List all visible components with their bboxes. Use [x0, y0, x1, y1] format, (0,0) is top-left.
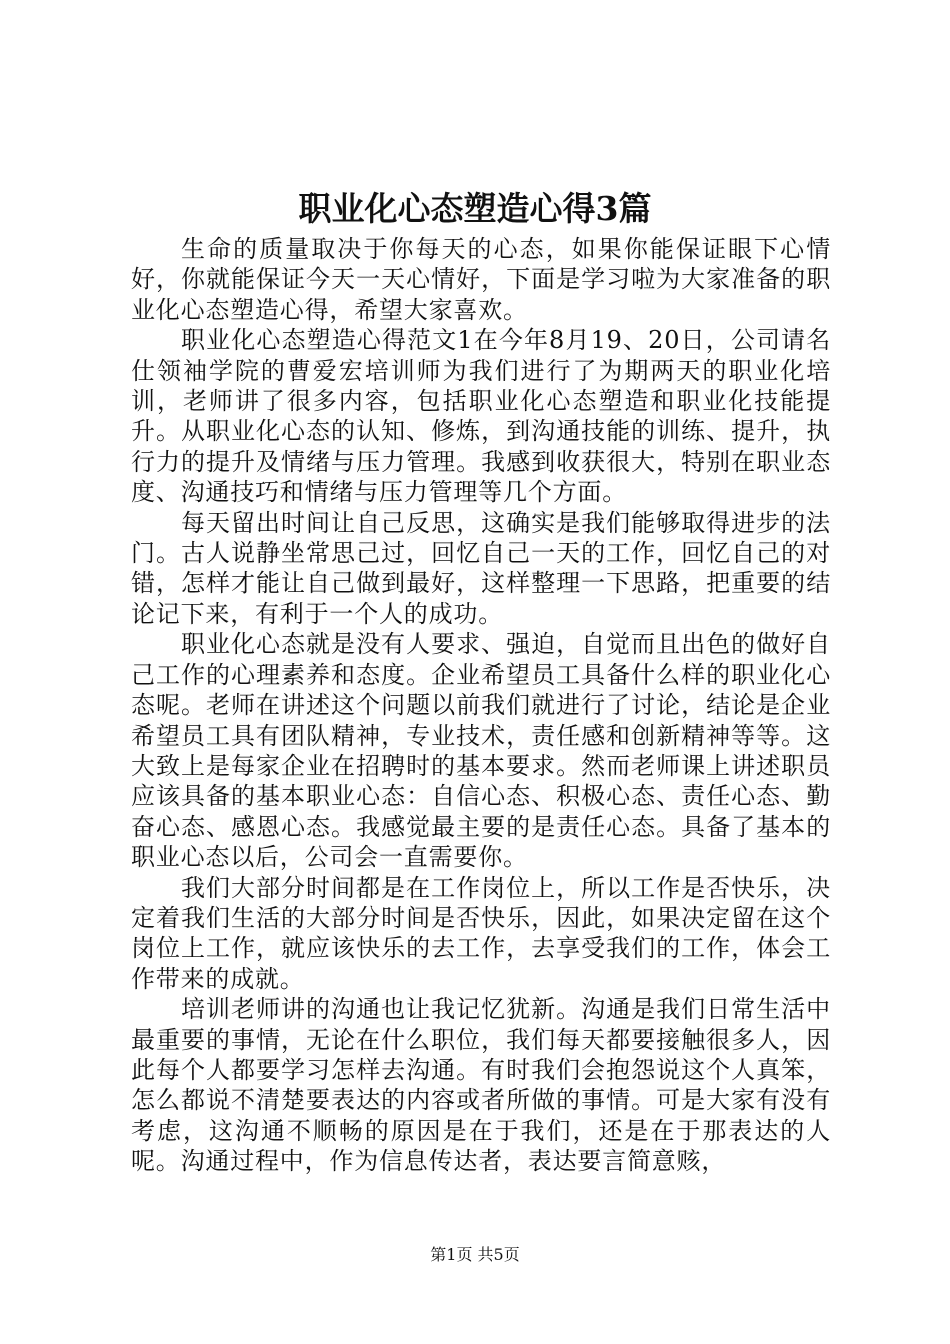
- document-body: [131, 234, 831, 1177]
- paragraph-6: 培训老师讲的沟通也让我记忆犹新。沟通是我们日常生活中最重要的事情，无论在什么职位，我们每天都要接触很多人，因此每个人都要学习怎样去沟通。有时我们会抱怨说这个人真笨，怎么都说不清楚要表达的内容或者所做的事情。可是大家有没有考虑，这沟通不顺畅的原因是在于我们，还是在于那表达的人呢。沟通过程中，作为信息传达者，表达要言简意赅，: [131, 995, 831, 1176]
- paragraph-4: 职业化心态就是没有人要求、强迫，自觉而且出色的做好自己工作的心理素养和态度。企业希望员工具备什么样的职业化心态呢。老师在讲述这个问题以前我们就进行了讨论，结论是企业希望员工具有团队精神，专业技术，责任感和创新精神等等。这大致上是每家企业在招聘时的基本要求。然而老师课上讲述职员应该具备的基本职业心态：自信心态、积极心态、责任心态、勤奋心态、感恩心态。我感觉最主要的是责任心态。具备了基本的职业心态以后，公司会一直需要你。: [131, 630, 831, 872]
- paragraph-1: 生命的质量取决于你每天的心态，如果你能保证眼下心情好，你就能保证今天一天心情好，下面是学习啦为大家准备的职业化心态塑造心得，希望大家喜欢。: [131, 235, 831, 324]
- paragraph-3: 每天留出时间让自己反思，这确实是我们能够取得进步的法门。古人说静坐常思己过，回忆自己一天的工作，回忆自己的对错，怎样才能让自己做到最好，这样整理一下思路，把重要的结论记下来，有利于一个人的成功。: [131, 508, 831, 628]
- paragraph-5: 我们大部分时间都是在工作岗位上，所以工作是否快乐，决定着我们生活的大部分时间是否快乐，因此，如果决定留在这个岗位上工作，就应该快乐的去工作，去享受我们的工作，体会工作带来的成就。: [131, 873, 831, 993]
- document-title: 职业化心态塑造心得3篇: [298, 189, 652, 228]
- paragraph-2: 职业化心态塑造心得范文1在今年8月19、20日，公司请名仕领袖学院的曹爱宏培训师为我们进行了为期两天的职业化培训，老师讲了很多内容，包括职业化心态塑造和职业化技能提升。从职业化心态的认知、修炼，到沟通技能的训练、提升，执行力的提升及情绪与压力管理。我感到收获很大，特别在职业态度、沟通技巧和情绪与压力管理等几个方面。: [131, 326, 831, 507]
- page-number-footer: 第1页 共5页: [430, 1245, 520, 1264]
